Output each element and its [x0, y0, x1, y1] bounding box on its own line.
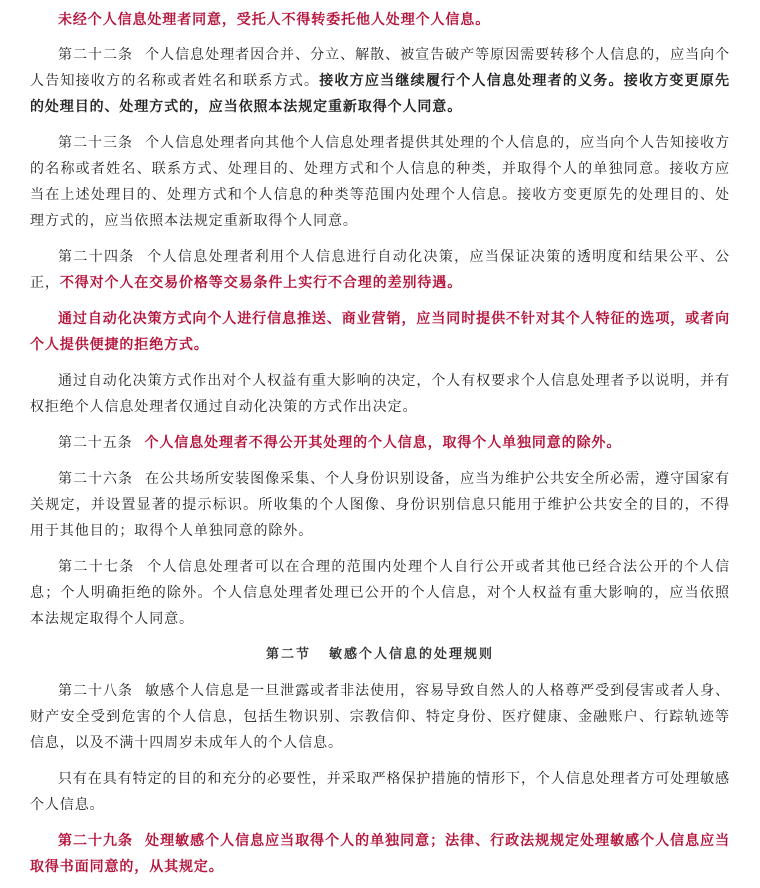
article-number: 第二十九条 [58, 833, 133, 849]
section-heading [30, 642, 730, 668]
article-text: 敏感个人信息是一旦泄露或者非法使用，容易导致自然人的人格尊严受到侵害或者人身、财产安全受到危害的个人信息，包括生物识别、宗教信仰、特定身份、医疗健康、金融账户、行踪轨迹等信息，以及不满十四周岁未成年人的个人信息。 [30, 683, 730, 751]
paragraph-subcontracting [30, 7, 730, 33]
article-number: 第二十六条 [58, 471, 133, 487]
article-number: 第二十五条 [58, 435, 133, 451]
article-number: 第二十三条 [58, 135, 133, 151]
section-title: 敏感个人信息的处理规则 [329, 647, 495, 662]
highlighted-text: 通过自动化决策方式向个人进行信息推送、商业营销，应当同时提供不针对其个人特征的选项，或者向个人提供便捷的拒绝方式。 [30, 311, 730, 353]
highlighted-text: 处理敏感个人信息应当取得个人的单独同意；法律、行政法规规定处理敏感个人信息应当取得书面同意的，从其规定。 [30, 833, 730, 875]
article-22 [30, 42, 730, 120]
article-24-paragraph-3 [30, 368, 730, 420]
article-text: 个人信息处理者利用个人信息进行自动化决策，应当保证决策的透明度和结果公平、公正， [30, 249, 731, 291]
article-text: 只有在具有特定的目的和充分的必要性，并采取严格保护措施的情形下，个人信息处理者方可处理敏感个人信息。 [30, 771, 730, 813]
article-number: 第二十四条 [58, 249, 135, 265]
article-number: 第二十八条 [58, 683, 133, 699]
article-24 [30, 244, 730, 296]
article-text: 通过自动化决策方式作出对个人权益有重大影响的决定，个人有权要求个人信息处理者予以说明，并有权拒绝个人信息处理者仅通过自动化决策的方式作出决定。 [30, 373, 730, 415]
article-text: 个人信息处理者可以在合理的范围内处理个人自行公开或者其他已经合法公开的个人信息；个人明确拒绝的除外。个人信息处理者处理已公开的个人信息，对个人权益有重大影响的，应当依照本法规定取得个人同意。 [30, 559, 731, 627]
article-number: 第二十二条 [58, 47, 133, 63]
article-text: 个人信息处理者向其他个人信息处理者提供其处理的个人信息的，应当向个人告知接收方的名称或者姓名、联系方式、处理目的、处理方式和个人信息的种类，并取得个人的单独同意。接收方应当在上述处理目的、处理方式和个人信息的种类等范围内处理个人信息。接收方变更原先的处理目的、处理方式的，应当依照本法规定重新取得个人同意。 [30, 135, 730, 229]
article-23 [30, 130, 730, 234]
article-text: 在公共场所安装图像采集、个人身份识别设备，应当为维护公共安全所必需，遵守国家有关规定，并设置显著的提示标识。所收集的个人图像、身份识别信息只能用于维护公共安全的目的，不得用于其他目的；取得个人单独同意的除外。 [30, 471, 730, 539]
article-number: 第二十七条 [58, 559, 135, 575]
article-27 [30, 554, 730, 632]
article-28 [30, 678, 730, 756]
highlighted-text: 个人信息处理者不得公开其处理的个人信息，取得个人单独同意的除外。 [144, 435, 622, 451]
article-25 [30, 430, 730, 456]
section-number: 第二节 [265, 647, 311, 662]
bold-text: 接收方应当继续履行个人信息处理者的义务。接收方变更原先的处理目的、处理方式的，应当依照本法规定重新取得个人同意。 [30, 73, 730, 115]
highlighted-text: 未经个人信息处理者同意，受托人不得转委托他人处理个人信息。 [58, 12, 491, 28]
article-26 [30, 466, 730, 544]
highlighted-text: 不得对个人在交易价格等交易条件上实行不合理的差别待遇。 [59, 275, 463, 291]
article-text: 个人信息处理者因合并、分立、解散、被宣告破产等原因需要转移个人信息的，应当向个人告知接收方的名称或者姓名和联系方式。 [30, 47, 730, 89]
article-28-paragraph-2 [30, 766, 730, 818]
article-24-paragraph-2 [30, 306, 730, 358]
article-29 [30, 828, 730, 880]
